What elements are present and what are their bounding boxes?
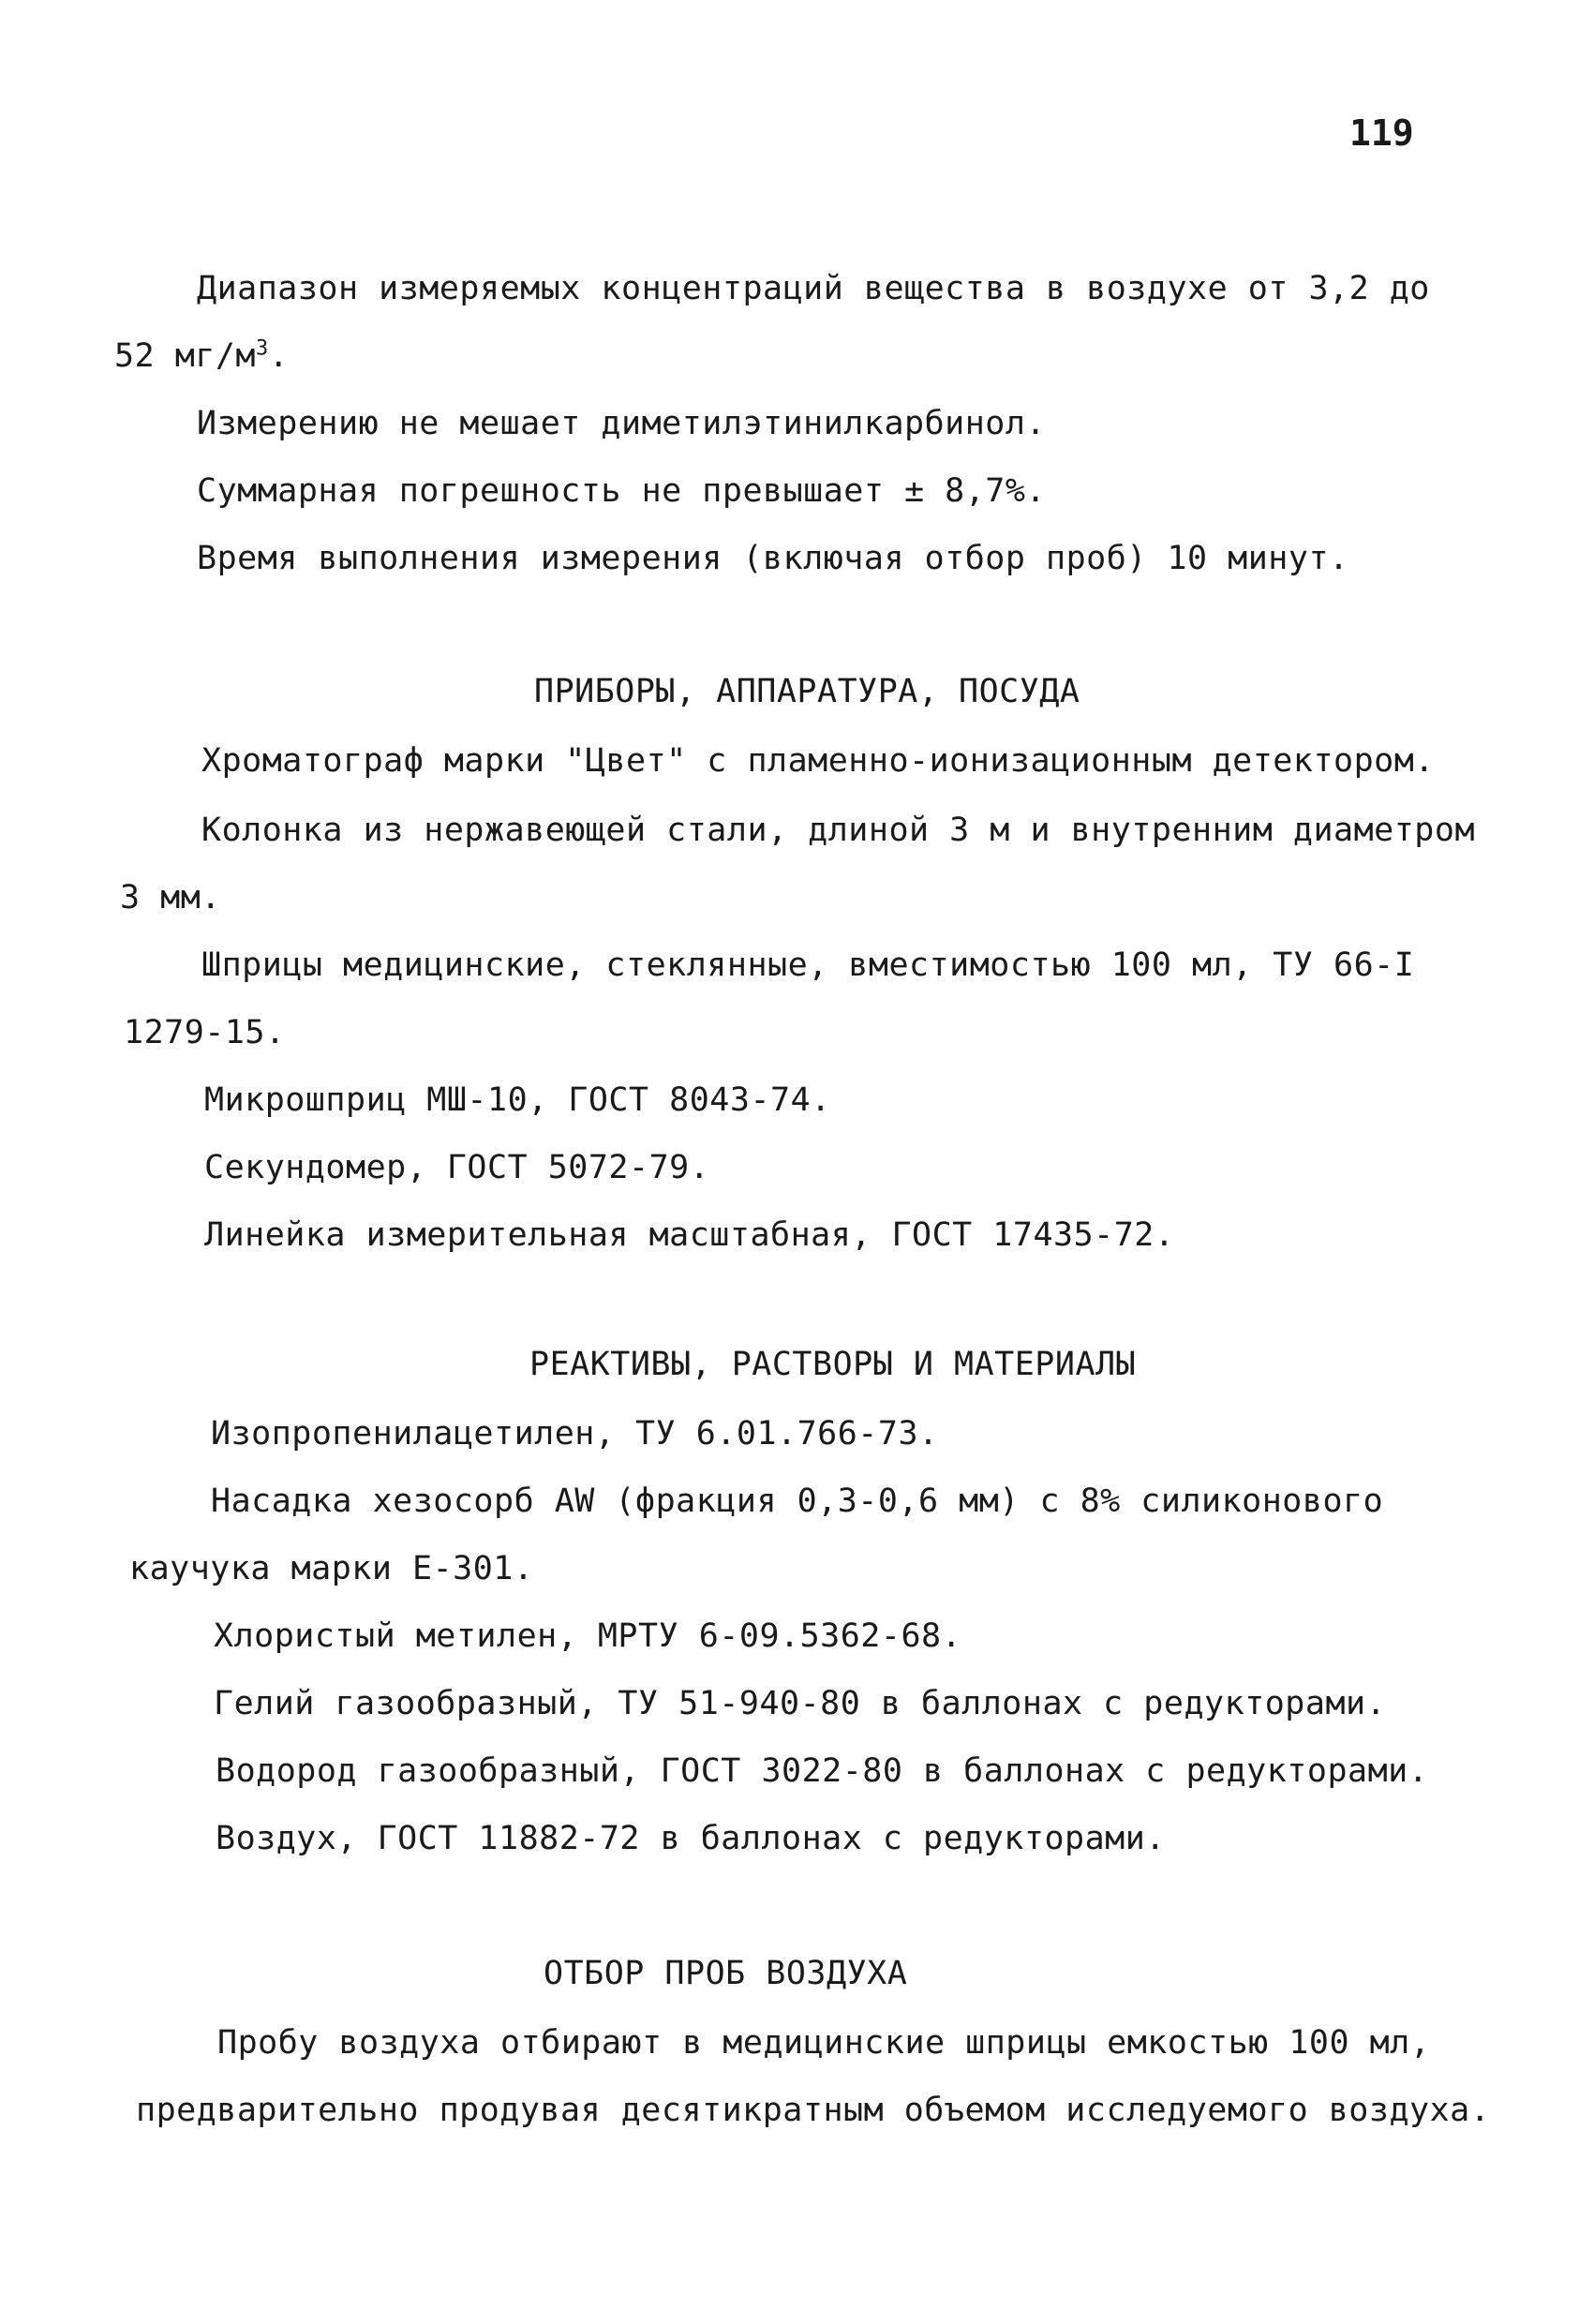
equipment-item: Хроматограф марки "Цвет" с пламенно-ионизационным детектором. (201, 742, 1435, 780)
equipment-item: Шприцы медицинские, стеклянные, вместимостью 100 мл, ТУ 66-I (201, 946, 1415, 984)
equipment-item: 3 мм. (120, 879, 221, 916)
equipment-heading: ПРИБОРЫ, АППАРАТУРА, ПОСУДА (534, 673, 1080, 710)
range-line-2 (114, 337, 289, 375)
reagent-item: Насадка хезосорб AW (фракция 0,3-0,6 мм) с 8% силиконового (211, 1482, 1384, 1520)
reagent-item: Хлористый метилен, МРТУ 6-09.5362-68. (214, 1617, 962, 1655)
reagent-item: каучука марки Е-301. (129, 1550, 534, 1587)
equipment-item: Линейка измерительная масштабная, ГОСТ 17435-72. (204, 1216, 1175, 1254)
page-number: 119 (1349, 112, 1414, 154)
equipment-item: Секундомер, ГОСТ 5072-79. (204, 1149, 710, 1186)
sampling-line: предварительно продувая десятикратным объемом исследуемого воздуха. (136, 2092, 1491, 2129)
range-value: 52 мг/м (114, 337, 257, 375)
reagent-item: Водород газообразный, ГОСТ 3022-80 в баллонах с редукторами. (216, 1752, 1429, 1790)
interference-line: Измерению не мешает диметилэтинилкарбинол. (197, 405, 1047, 442)
error-line: Суммарная погрешность не превышает ± 8,7%. (197, 472, 1047, 510)
reagent-item: Воздух, ГОСТ 11882-72 в баллонах с редукторами. (216, 1820, 1166, 1857)
equipment-item: Микрошприц МШ-10, ГОСТ 8043-74. (204, 1081, 831, 1119)
time-line: Время выполнения измерения (включая отбор проб) 10 минут. (197, 540, 1349, 577)
equipment-item: 1279-15. (124, 1014, 286, 1051)
reagents-heading: РЕАКТИВЫ, РАСТВОРЫ И МАТЕРИАЛЫ (529, 1346, 1137, 1383)
equipment-item: Колонка из нержавеющей стали, длиной 3 м и внутренним диаметром (201, 812, 1476, 849)
sampling-line: Пробу воздуха отбирают в медицинские шприцы емкостью 100 мл, (217, 2024, 1431, 2062)
reagent-item: Изопропенилацетилен, ТУ 6.01.766-73. (211, 1415, 939, 1452)
range-exponent: 3 (256, 336, 269, 361)
sampling-heading: ОТБОР ПРОБ ВОЗДУХА (544, 1955, 908, 1992)
reagent-item: Гелий газообразный, ТУ 51-940-80 в баллонах с редукторами. (214, 1685, 1387, 1722)
range-line-end: . (268, 337, 290, 375)
range-line-1: Диапазон измеряемых концентраций вещества в воздухе от 3,2 до (197, 270, 1430, 307)
